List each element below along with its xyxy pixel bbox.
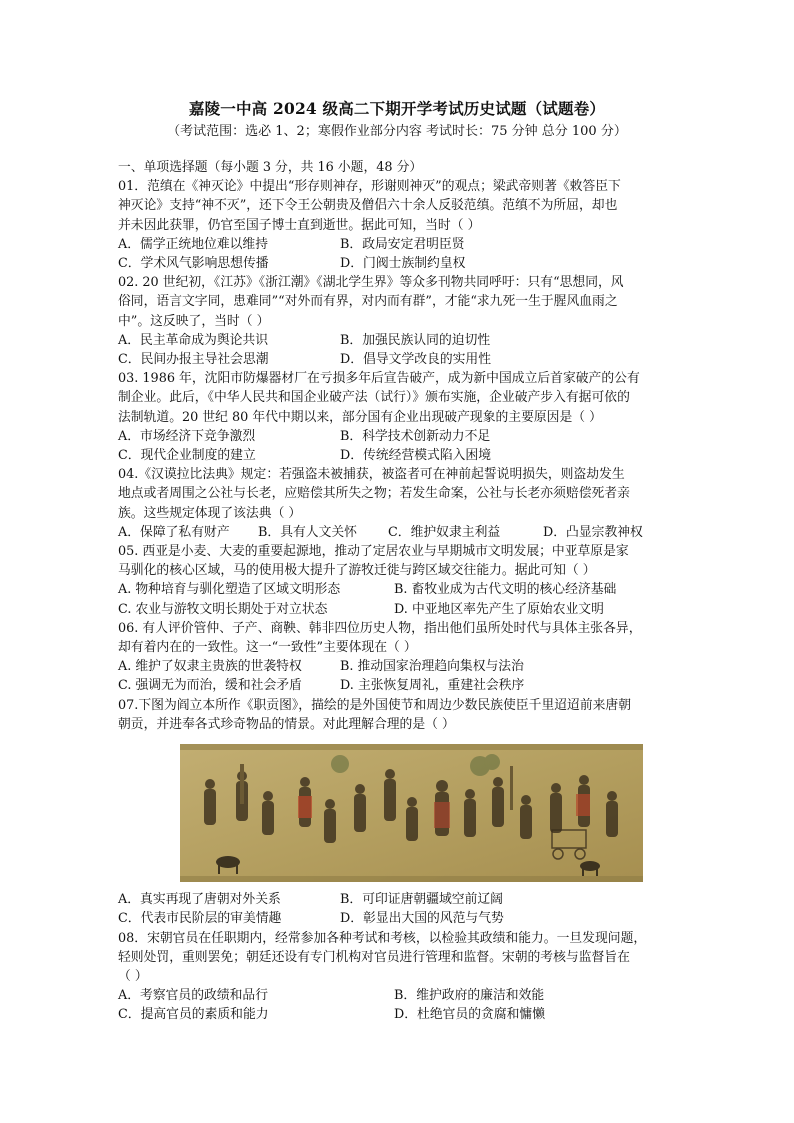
option-row [118,676,686,695]
option-d: D．凸显宗教神权 [543,524,643,540]
option-b: B. 畜牧业成为古代文明的核心经济基础 [394,582,617,598]
option-a: A．保障了私有财产 [118,524,230,540]
option-d: D．彰显出大国的风范与气势 [340,911,504,927]
question-stem-line: 06. 有人评价管仲、子产、商鞅、韩非四位历史人物，指出他们虽所处时代与具体主张各异， [118,620,642,636]
option-d: D．杜绝官员的贪腐和慵懒 [394,1007,546,1023]
question-stem-line: 地点或者周围之公社与长老，应赔偿其所失之物；若发生命案，公社与长老亦须赔偿死者亲 [118,486,630,502]
question-stem-line: 法制轨道。20 世纪 80 年代中期以来，部分国有企业出现破产现象的主要原因是（ ） [118,409,602,425]
question-stem-line: 却有着内在的一致性。这一“一致性”主要体现在（ ） [118,640,417,656]
question-05 [118,542,686,619]
option-row [118,986,686,1005]
option-d: D．传统经营模式陷入困境 [340,448,492,464]
option-row [118,235,686,254]
option-c: C．维护奴隶主利益 [388,524,501,540]
option-a: A．民主革命成为舆论共识 [118,332,269,348]
painting-illustration [180,744,643,882]
option-d: D．倡导文学改良的实用性 [340,352,492,368]
option-row [118,1005,686,1024]
option-row [118,580,686,599]
question-stem-line: 俗同，语言文字同，患难同”“对外而有界，对内而有群”，才能“求九死一生于腥风血雨之 [118,294,618,310]
question-stem-line: 07.下图为阎立本所作《职贡图》，描绘的是外国使节和周边少数民族使臣千里迢迢前来唐朝 [118,697,632,713]
question-stem-line: 并未因此获罪，仍官至国子博士直到逝世。据此可知，当时（ ） [118,217,481,233]
option-row [118,446,686,465]
option-c: C．现代企业制度的建立 [118,448,256,464]
question-stem-line: 制企业。此后，《中华人民共和国企业破产法（试行）》颁布实施，企业破产步入有据可依的 [118,390,630,406]
option-b: B．维护政府的廉洁和效能 [394,988,545,1004]
question-08 [118,929,686,1025]
option-c: C. 农业与游牧文明长期处于对立状态 [118,601,328,617]
question-stem-line: 04.《汉谟拉比法典》规定：若强盗未被捕获，被盗者可在神前起誓说明损失，则盗劫发生 [118,467,625,483]
option-row [118,600,686,619]
exam-subtitle: （考试范围：选必 1、2；寒假作业部分内容 考试时长：75 分钟 总分 100 分） [167,124,627,139]
question-stem-line: 马驯化的核心区域，马的使用极大提升了游牧迁徙与跨区域交往能力。据此可知（ ） [118,563,596,579]
option-a: A．市场经济下竞争激烈 [118,428,256,444]
option-b: B．科学技术创新动力不足 [340,428,491,444]
option-b: B．具有人文关怀 [258,524,357,540]
option-d: D. 主张恢复周礼，重建社会秩序 [340,678,525,694]
option-b: B．政局安定君明臣贤 [340,236,465,252]
option-b: B. 推动国家治理趋向集权与法治 [340,659,524,675]
option-a: A．儒学正统地位难以维持 [118,236,269,252]
question-03 [118,369,686,465]
option-d: D．门阀士族制约皇权 [340,256,466,272]
option-a: A．考察官员的政绩和品行 [118,988,269,1004]
question-stem-line: （ ） [118,968,148,984]
option-row [118,523,686,542]
option-c: C．民间办报主导社会思潮 [118,352,269,368]
option-row [118,350,686,369]
section-heading: 一、单项选择题（每小题 3 分，共 16 小题，48 分） [118,160,423,175]
question-04 [118,465,686,542]
option-a: A．真实再现了唐朝对外关系 [118,892,281,908]
option-a: A. 物种培育与驯化塑造了区域文明形态 [118,582,341,598]
tribute-painting-image [180,744,643,882]
question-stem-line: 08．宋朝官员在任职期内，经常参加各种考试和考核，以检验其政绩和能力。一旦发现问题， [118,930,647,946]
option-row [118,427,686,446]
option-row [118,331,686,350]
question-stem-line: 族。这些规定体现了该法典（ ） [118,505,302,521]
question-stem-line: 02. 20 世纪初，《江苏》《浙江潮》《湖北学生界》等众多刊物共同呼吁：只有“思想同，风 [118,275,624,291]
option-row [118,254,686,273]
question-01 [118,177,686,273]
option-c: C．学术风气影响思想传播 [118,256,269,272]
option-row [118,909,686,928]
option-c: C．代表市民阶层的审美情趣 [118,911,282,927]
question-stem-line: 轻则处罚，重则罢免；朝廷还设有专门机构对官员进行管理和监督。宋朝的考核与监督旨在 [118,949,630,965]
question-07 [118,696,686,929]
question-stem-line: 03. 1986 年，沈阳市防爆器材厂在亏损多年后宣告破产，成为新中国成立后首家破产的公有 [118,371,640,387]
option-row [118,890,686,909]
exam-content [118,158,686,1025]
option-b: B．可印证唐朝疆域空前辽阔 [340,892,503,908]
question-stem-line: 神灭论》支持“神不灭”，还下令王公朝贵及僧侣六十余人反驳范缜。范缜不为所屈，却也 [118,198,618,214]
question-stem-line: 中”。这反映了，当时（ ） [118,313,270,329]
option-row [118,657,686,676]
question-02 [118,273,686,369]
question-stem-line: 01．范缜在《神灭论》中提出“形存则神存，形谢则神灭”的观点；梁武帝则著《敕答臣下 [118,179,621,195]
option-c: C. 强调无为而治，缓和社会矛盾 [118,678,302,694]
question-06 [118,619,686,696]
question-stem-line: 05. 西亚是小麦、大麦的重要起源地，推动了定居农业与早期城市文明发展；中亚草原是家 [118,544,629,560]
question-stem-line: 朝贡，并进奉各式珍奇物品的情景。对此理解合理的是（ ） [118,716,455,732]
option-c: C．提高官员的素质和能力 [118,1007,269,1023]
option-a: A. 维护了奴隶主贵族的世袭特权 [118,659,302,675]
option-d: D. 中亚地区率先产生了原始农业文明 [394,601,604,617]
option-b: B．加强民族认同的迫切性 [340,332,491,348]
exam-title: 嘉陵一中高 2024 级高二下期开学考试历史试题（试题卷） [188,99,606,118]
